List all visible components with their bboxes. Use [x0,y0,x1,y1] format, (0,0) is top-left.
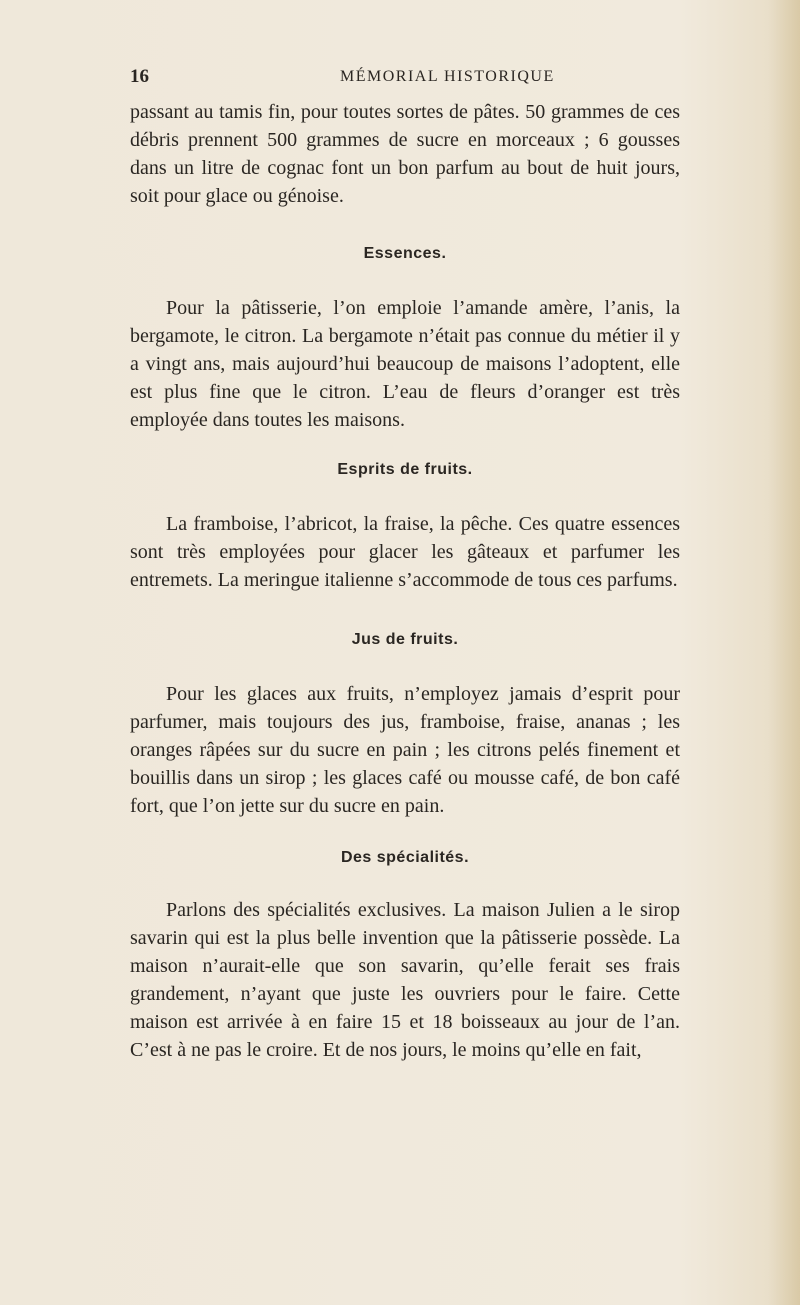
page-body [130,98,680,1064]
paragraph-essences: Pour la pâtisserie, l’on emploie l’amande amère, l’anis, la bergamote, le citron. La bergamote n’était pas connue du métier il y a vingt ans, mais aujourd’hui beaucoup de maisons l’adoptent, elle est plus fine que le citron. L’eau de fleurs d’oranger est très employée dans toutes les maisons. [130,297,680,431]
heading-des-specialites: Des spécialités. [340,849,470,866]
paragraph-jus-de-fruits: Pour les glaces aux fruits, n’employez jamais d’esprit pour parfumer, mais toujours des jus, framboise, fraise, ananas ; les oranges râpées sur du sucre en pain ; les citrons pelés finement et bouillis dans un sirop ; les glaces café ou mousse café, de bon café fort, que l’on jette sur du sucre en pain. [130,683,680,817]
heading-esprits-de-fruits: Esprits de fruits. [337,461,473,478]
paragraph-des-specialites: Parlons des spécialités exclusives. La maison Julien a le sirop savarin qui est la plus belle invention que la pâtisserie possède. La maison n’aurait-elle que son savarin, qu’elle ferait ses frais grandement, n’ayant que juste les ouvriers pour le faire. Cette maison est arrivée à en faire 15 et 18 boisseaux au jour de l’an. C’est à ne pas le croire. Et de nos jours, le moins qu’elle en fait, [130,899,680,1061]
heading-essences: Essences. [363,245,447,262]
heading-jus-de-fruits: Jus de fruits. [351,631,459,648]
running-title: MÉMORIAL HISTORIQUE [340,68,555,85]
paragraph-esprits-de-fruits: La framboise, l’abricot, la fraise, la pêche. Ces quatre essences sont très employées pour glacer les gâteaux et parfumer les entremets. La meringue italienne s’accommode de tous ces parfums. [130,513,680,591]
page-number: 16 [130,66,149,87]
page-header [0,66,800,92]
paragraph-continuation: passant au tamis fin, pour toutes sortes de pâtes. 50 grammes de ces débris prennent 500 grammes de sucre en morceaux ; 6 gousses dans un litre de cognac font un bon parfum au bout de huit jours, soit pour glace ou génoise. [130,101,680,207]
